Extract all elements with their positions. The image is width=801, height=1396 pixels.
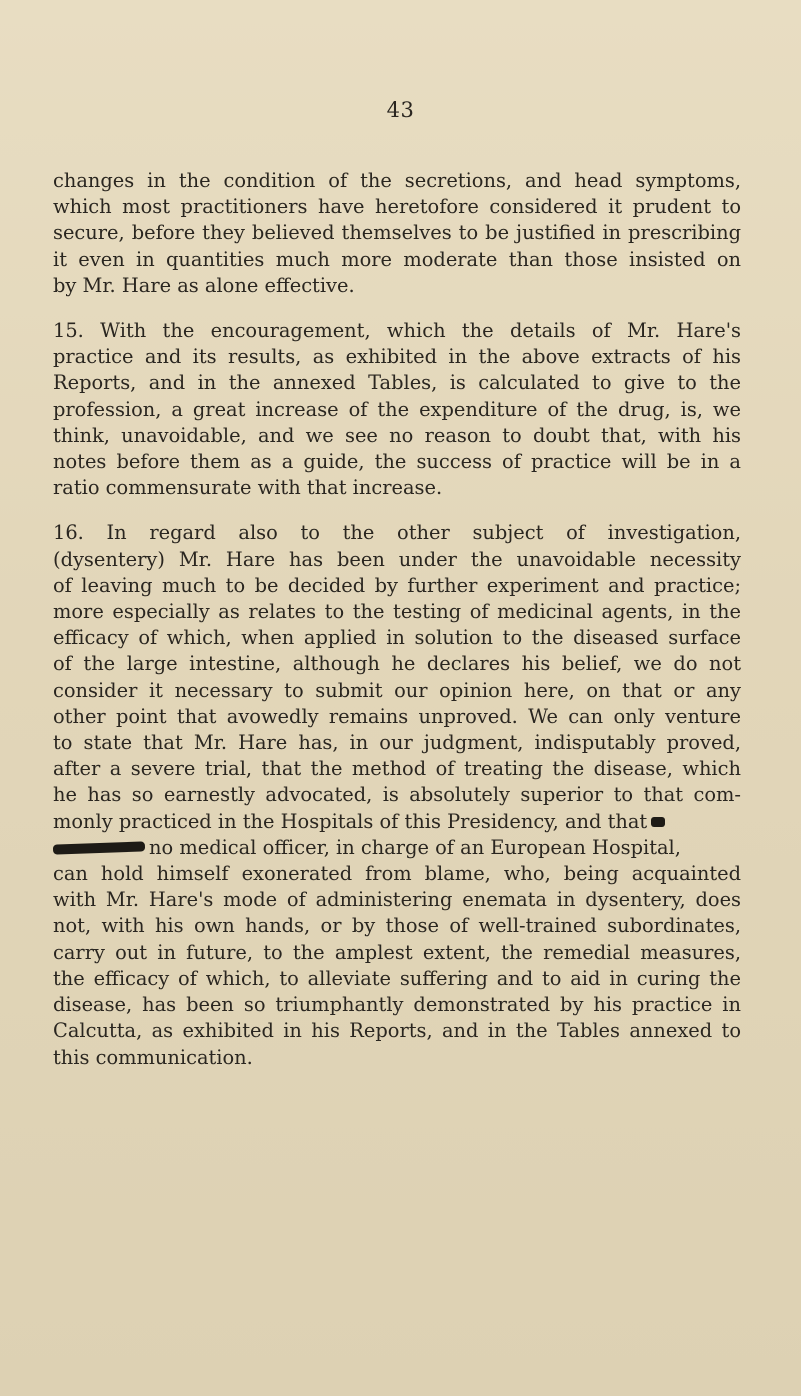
paragraph-15 (53, 318, 741, 501)
text-line: it even in quantities much more moderate than those insisted on (53, 247, 741, 271)
text-line: this communication. (53, 1045, 253, 1069)
text-line: the efficacy of which, to alleviate suffering and to aid in curing the (53, 966, 741, 990)
text-line-with-blot (53, 809, 741, 835)
text-line: other point that avowedly remains unproved. We can only venture (53, 704, 741, 728)
text-line: Calcutta, as exhibited in his Reports, and in the Tables annexed to (53, 1019, 741, 1043)
text-line: to state that Mr. Hare has, in our judgment, indisputably proved, (53, 731, 741, 755)
text-line: secure, before they believed themselves to be justified in prescribing (53, 221, 741, 245)
text-fragment: no medical officer, in charge of an European Hospital, (149, 835, 681, 859)
text-line: efficacy of which, when applied in solution to the diseased surface (53, 626, 741, 650)
text-line: carry out in future, to the amplest extent, the remedial measures, (53, 940, 741, 964)
paragraph-gap (53, 299, 741, 318)
body-text (53, 168, 741, 1071)
text-line: by Mr. Hare as alone effective. (53, 273, 355, 297)
paragraph-1 (53, 168, 741, 299)
text-line: after a severe trial, that the method of treating the disease, which (53, 757, 741, 781)
text-line: changes in the condition of the secretions, and head symptoms, (53, 169, 741, 192)
text-line: not, with his own hands, or by those of well-trained subordinates, (53, 914, 741, 938)
text-line: think, unavoidable, and we see no reason to doubt that, with his (53, 423, 741, 447)
text-line: more especially as relates to the testing of medicinal agents, in the (53, 600, 741, 624)
text-line: notes before them as a guide, the success of practice will be in a (53, 450, 741, 474)
text-line: disease, has been so triumphantly demonstrated by his practice in (53, 993, 741, 1017)
text-line: Reports, and in the annexed Tables, is calculated to give to the (53, 371, 741, 395)
text-fragment: monly practiced in the Hospitals of this Presidency, and that (53, 809, 648, 833)
text-line: consider it necessary to submit our opinion here, on that or any (53, 678, 741, 702)
text-line: of leaving much to be decided by further experiment and practice; (53, 573, 741, 597)
text-line: (dysentery) Mr. Hare has been under the unavoidable necessity (53, 547, 741, 571)
text-line: ratio commensurate with that increase. (53, 476, 443, 500)
ink-blot (651, 817, 665, 827)
text-line: 15. With the encouragement, which the details of Mr. Hare's (53, 319, 741, 343)
page-number: 43 (386, 98, 415, 122)
text-line: which most practitioners have heretofore considered it prudent to (53, 195, 741, 219)
text-line: profession, a great increase of the expenditure of the drug, is, we (53, 397, 741, 421)
text-line: of the large intestine, although he declares his belief, we do not (53, 652, 741, 676)
text-line-with-blot (53, 835, 741, 861)
text-line: with Mr. Hare's mode of administering enemata in dysentery, does (53, 888, 741, 912)
text-line: can hold himself exonerated from blame, who, being acquainted (53, 862, 741, 886)
ink-blot (53, 841, 145, 854)
text-line: 16. In regard also to the other subject of investigation, (53, 521, 741, 545)
text-line: he has so earnestly advocated, is absolutely superior to that com- (53, 783, 741, 807)
text-line: practice and its results, as exhibited in the above extracts of his (53, 345, 741, 369)
paragraph-gap (53, 501, 741, 520)
paragraph-16 (53, 520, 741, 1070)
